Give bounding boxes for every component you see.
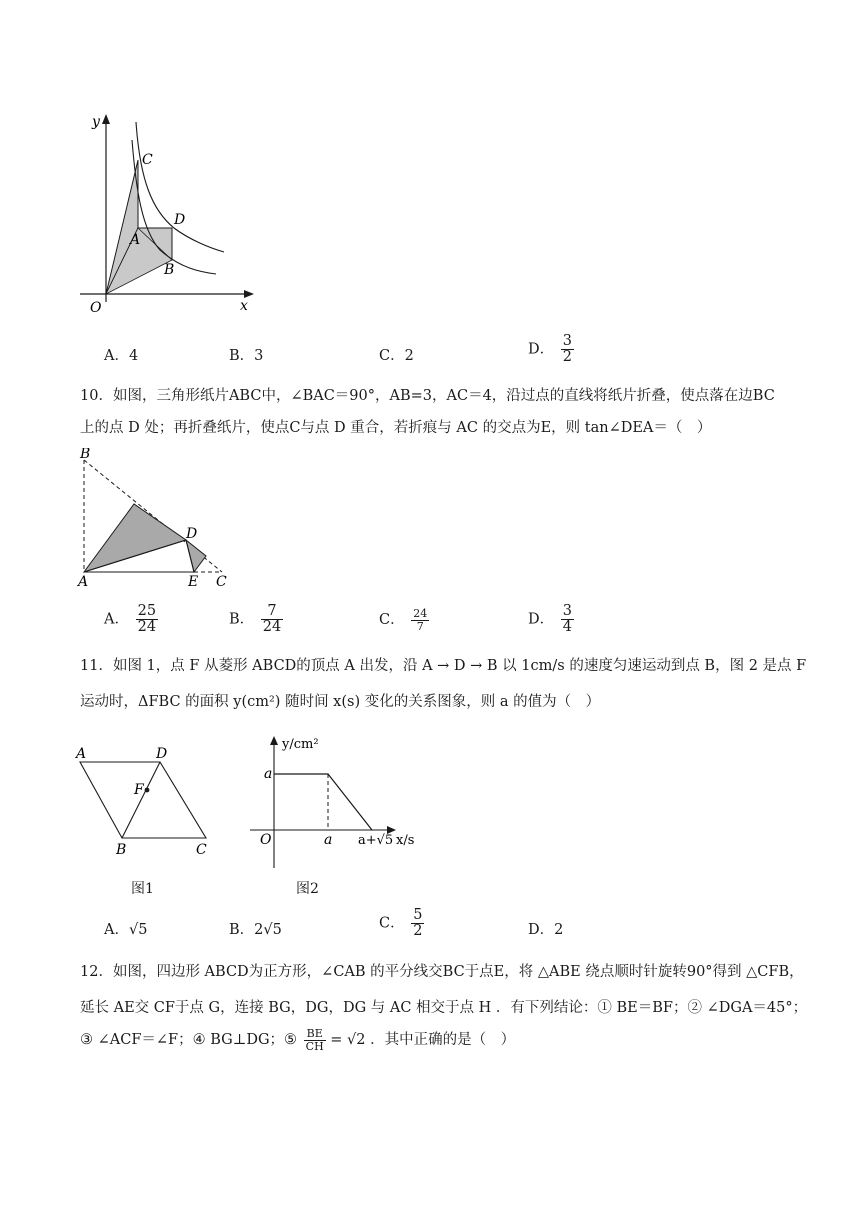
q10-triangle-figure (72, 448, 242, 588)
q11-fig1-label-f: F (134, 782, 144, 798)
q10-question-line2: 上的点 D 处；再折叠纸片，使点C与点 D 重合，若折痕与 AC 的交点为E，则 tan∠DEA＝（ ） (80, 420, 712, 436)
q10-option-b-fraction: $\frac{7}{24}$ (262, 603, 282, 636)
q9-graph-figure (70, 110, 260, 325)
q10-option-d-fraction: $\frac{3}{4}$ (562, 603, 572, 636)
q9-label-x: x (240, 298, 248, 314)
q10-label-e: E (188, 574, 199, 588)
q11-option-c-fraction: $\frac{5}{2}$ (413, 907, 423, 940)
q9-option-d-fraction: $\frac{3}{2}$ (562, 333, 572, 366)
q10-option-b: B． $\frac{7}{24}$ (229, 603, 282, 636)
q9-option-b: B．3 (229, 348, 264, 364)
q9-option-d: D． $\frac{3}{2}$ (528, 333, 572, 366)
q11-fig2-xlabel: x/s (396, 833, 415, 848)
q9-option-c: C．2 (379, 348, 414, 364)
q10-label-c: C (216, 574, 227, 588)
q11-question-line1: 11．如图 1，点 F 从菱形 ABCD的顶点 A 出发，沿 A → D → B 以 1cm/s 的速度匀速运动到点 B，图 2 是点 F (80, 658, 807, 674)
q9-label-b: B (164, 262, 175, 278)
q11-fig1-label-c: C (196, 842, 207, 858)
q10-option-c-fraction: $\frac{24}{7}$ (413, 607, 428, 633)
q9-label-y: y (92, 114, 100, 130)
q11-fig2-ylabel: y/cm² (282, 737, 319, 752)
q11-fig1-caption: 图1 (131, 881, 154, 897)
q11-fig1-label-a: A (76, 746, 87, 762)
q12-question-line3: ③ ∠ACF＝∠F；④ BG⊥DG；⑤ $\frac{BE}{CH}$ = √2 ．其中正确的是（ ） (80, 1027, 516, 1053)
q11-fig2-caption: 图2 (296, 881, 319, 897)
q11-fig2-graph (246, 732, 422, 872)
q11-option-b: B．2√5 (229, 922, 282, 938)
q12-question-line1: 12．如图，四边形 ABCD为正方形，∠CAB 的平分线交BC于点E，将 △ABE 绕点顺时针旋转90°得到 △CFB， (80, 964, 804, 980)
q9-label-d: D (174, 212, 186, 228)
q10-question-line1: 10．如图，三角形纸片ABC中，∠BAC＝90°，AB=3，AC＝4，沿过点的直线将纸片折叠，使点落在边BC (80, 388, 775, 404)
q11-question-line2: 运动时，ΔFBC 的面积 y(cm²) 随时间 x(s) 变化的关系图象，则 a 的值为（ ） (80, 694, 601, 710)
q12-fraction-be-ch: $\frac{BE}{CH}$ (305, 1027, 324, 1053)
q11-option-c: C． $\frac{5}{2}$ (379, 907, 423, 940)
q10-option-d: D． $\frac{3}{4}$ (528, 603, 572, 636)
q11-fig1-label-b: B (116, 842, 127, 858)
q10-label-d: D (186, 526, 198, 542)
q11-fig2-label-a-plus-sqrt5: a+√5 (358, 833, 394, 848)
q9-label-c: C (142, 152, 153, 168)
q10-label-a: A (78, 574, 89, 588)
q10-option-a-fraction: $\frac{25}{24}$ (137, 603, 157, 636)
q11-fig1-rhombus (72, 746, 222, 858)
q11-fig2-label-a-x: a (324, 832, 333, 848)
q10-label-b: B (80, 448, 91, 462)
q11-option-d: D．2 (528, 922, 564, 938)
q11-fig2-label-a-y: a (264, 766, 273, 782)
q11-fig1-label-d: D (156, 746, 168, 762)
q10-option-c: C． $\frac{24}{7}$ (379, 607, 428, 633)
q9-option-a: A．4 (104, 348, 139, 364)
q11-fig2-label-o: O (260, 832, 272, 848)
q11-option-a: A．√5 (104, 922, 148, 938)
q9-label-o: O (90, 300, 102, 316)
q9-label-a: A (130, 232, 141, 248)
q10-option-a: A． $\frac{25}{24}$ (104, 603, 157, 636)
q12-question-line2: 延长 AE交 CF于点 G，连接 BG，DG，DG 与 AC 相交于点 H ．有下列结论：① BE＝BF；② ∠DGA＝45°； (80, 1000, 808, 1016)
